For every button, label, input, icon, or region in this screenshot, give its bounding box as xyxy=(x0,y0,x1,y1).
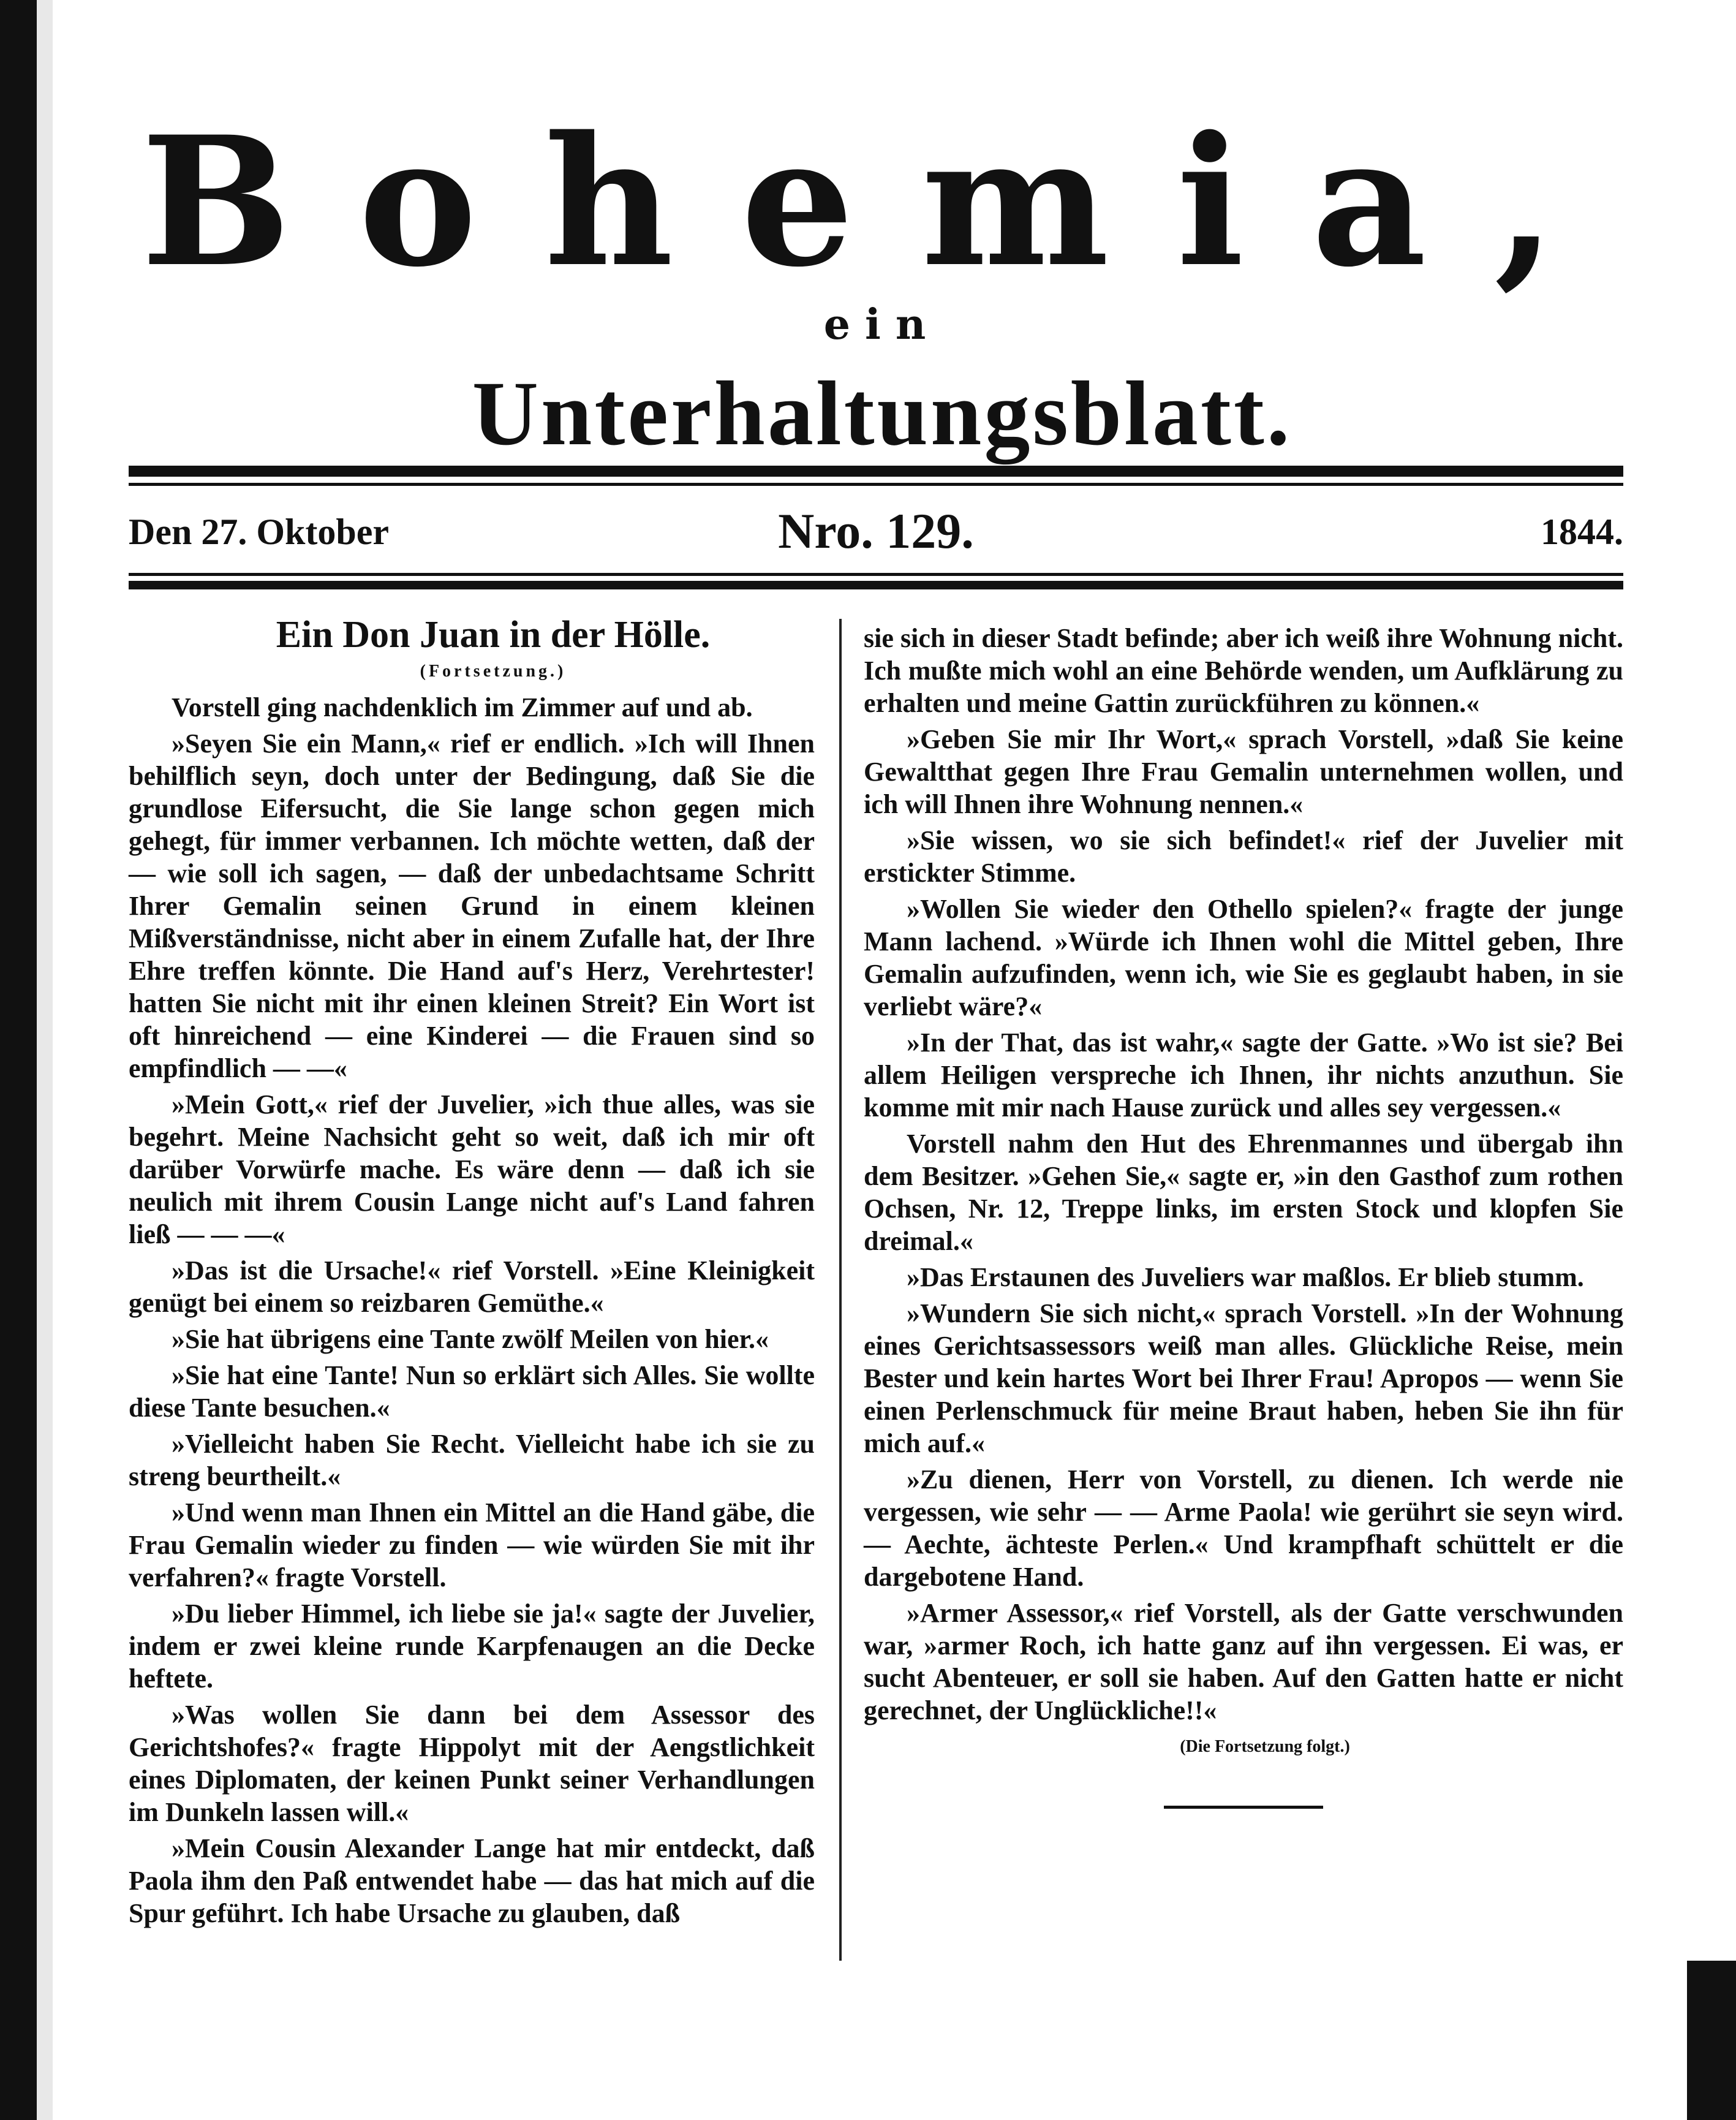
article-title: Ein Don Juan in der Hölle. xyxy=(276,614,711,656)
bottom-rule-thick xyxy=(129,581,1623,589)
to-be-continued: (Die Fortsetzung folgt.) xyxy=(1180,1737,1350,1756)
paragraph: »In der That, das ist wahr,« sagte der Gatte. »Wo ist sie? Bei allem Heiligen verspreche ich Ihnen, ihr nichts anzuthun. Sie komme mit mir nach Hause zurück und alles sey vergessen.« xyxy=(864,1028,1623,1122)
paragraph: »Seyen Sie ein Mann,« rief er endlich. »Ich will Ihnen behilflich seyn, doch unter der Bedingung, daß Sie die grundlose Eifersucht, die Sie lange schon gegen mich gehegt, für immer verbannen. Ich möchte wetten, daß der — wie soll ich sagen, — daß der unbedachtsame Schritt Ihrer Gemalin seinen Grund in einem kleinen Mißverständnisse, nicht aber in einem Zufalle hat, der Ihre Ehre treffen könnte. Die Hand auf's Herz, Verehrtester! hatten Sie nicht mit ihr einen kleinen Streit? Ein Wort ist oft hinreichend — eine Kinderei — die Frauen sind so empfindlich — —« xyxy=(129,729,815,1083)
paragraph: »Das ist die Ursache!« rief Vorstell. »Eine Kleinigkeit genügt bei einem so reizbaren Gemüthe.« xyxy=(129,1255,815,1318)
issue-year: 1844. xyxy=(1541,512,1623,552)
top-rule-thin xyxy=(129,483,1623,486)
paragraph: »Du lieber Himmel, ich liebe sie ja!« sagte der Juvelier, indem er zwei kleine runde Karpfenaugen an die Decke heftete. xyxy=(129,1599,815,1694)
paragraph: »Und wenn man Ihnen ein Mittel an die Hand gäbe, die Frau Gemalin wieder zu finden — wie würden Sie mit ihr verfahren?« fragte Vorstell. xyxy=(129,1497,815,1592)
paragraph: »Mein Cousin Alexander Lange hat mir entdeckt, daß Paola ihm den Paß entwendet habe — das hat mich auf die Spur geführt. Ich habe Ursache zu glauben, daß xyxy=(129,1833,815,1928)
paragraph-continued: sie sich in dieser Stadt befinde; aber ich weiß ihre Wohnung nicht. Ich mußte mich wohl an eine Behörde wenden, um Aufklärung zu erhalten und meine Gattin zurückführen zu können.« xyxy=(864,623,1623,718)
paragraph: »Mein Gott,« rief der Juvelier, »ich thue alles, was sie begehrt. Meine Nachsicht geht so weit, daß ich mir oft darüber Vorwürfe mache. Es wäre denn — daß ich sie neulich mit ihrem Cousin Lange nicht auf's Land fahren ließ — — —« xyxy=(129,1089,815,1249)
column-divider xyxy=(839,619,842,1961)
paragraph: »Zu dienen, Herr von Vorstell, zu dienen. Ich werde nie vergessen, wie sehr — — Arme Paola! wie gerührt sie seyn wird. — Aechte, ächteste Perlen.« Und krampfhaft schüttelt er die dargebotene Hand. xyxy=(864,1464,1623,1592)
paragraph: »Vielleicht haben Sie Recht. Vielleicht habe ich sie zu streng beurtheilt.« xyxy=(129,1429,815,1491)
top-rule-thick xyxy=(129,466,1623,477)
paragraph: Vorstell ging nachdenklich im Zimmer auf und ab. xyxy=(172,692,753,722)
paragraph: »Das Erstaunen des Juveliers war maßlos. Er blieb stumm. xyxy=(907,1262,1584,1292)
paragraph: »Armer Assessor,« rief Vorstell, als der Gatte verschwunden war, »armer Roch, ich hatte ganz auf ihn vergessen. Ei was, er sucht Abenteuer, er soll sie haben. Auf den Gatten hatte er nicht gerechnet, der Unglückliche!!« xyxy=(864,1598,1623,1725)
dateline xyxy=(129,502,1623,564)
right-column xyxy=(864,622,1623,1809)
left-column xyxy=(129,614,815,1933)
paragraph: »Was wollen Sie dann bei dem Assessor des Gerichtshofes?« fragte Hippolyt mit der Aengstlichkeit eines Diplomaten, der keinen Punkt seiner Verhandlungen im Dunkeln lassen will.« xyxy=(129,1700,815,1827)
masthead-subtitle: Unterhaltungsblatt. xyxy=(472,363,1293,464)
paragraph: »Sie hat eine Tante! Nun so erklärt sich Alles. Sie wollte diese Tante besuchen.« xyxy=(129,1360,815,1423)
paragraph: »Sie wissen, wo sie sich befindet!« rief der Juvelier mit erstickter Stimme. xyxy=(864,825,1623,888)
issue-date: Den 27. Oktober xyxy=(129,512,389,552)
paragraph: »Sie hat übrigens eine Tante zwölf Meilen von hier.« xyxy=(172,1324,769,1354)
newspaper-page xyxy=(74,0,1691,2120)
issue-number: Nro. 129. xyxy=(778,503,974,559)
end-rule xyxy=(1164,1806,1323,1809)
paragraph: »Wollen Sie wieder den Othello spielen?« fragte der junge Mann lachend. »Würde ich Ihnen wohl die Mittel geben, Ihre Gemalin aufzufinden, wenn ich, wie Sie es geglaubt haben, in sie verliebt wäre?« xyxy=(864,894,1623,1021)
masthead-title: Bohemia, xyxy=(141,98,1623,306)
page-edge xyxy=(37,0,53,2120)
book-spine-shadow xyxy=(0,0,37,2120)
bottom-rule-thin xyxy=(129,573,1623,576)
masthead-ein: ein xyxy=(823,300,941,349)
continuation-note: (Fortsetzung.) xyxy=(420,662,567,681)
paragraph: Vorstell nahm den Hut des Ehrenmannes und übergab ihn dem Besitzer. »Gehen Sie,« sagte er, »in den Gasthof zum rothen Ochsen, Nr. 12, Treppe links, im ersten Stock und klopfen Sie dreimal.« xyxy=(864,1129,1623,1256)
corner-shadow xyxy=(1687,1961,1736,2120)
paragraph: »Wundern Sie sich nicht,« sprach Vorstell. »In der Wohnung eines Gerichtsassessors weiß man alles. Glückliche Reise, mein Bester und kein hartes Wort bei Ihrer Frau! Apropos — wenn Sie einen Perlenschmuck für meine Braut haben, heben Sie ihn für mich auf.« xyxy=(864,1298,1623,1458)
paragraph: »Geben Sie mir Ihr Wort,« sprach Vorstell, »daß Sie keine Gewaltthat gegen Ihre Frau Gemalin unternehmen wollen, und ich will Ihnen ihre Wohnung nennen.« xyxy=(864,724,1623,819)
